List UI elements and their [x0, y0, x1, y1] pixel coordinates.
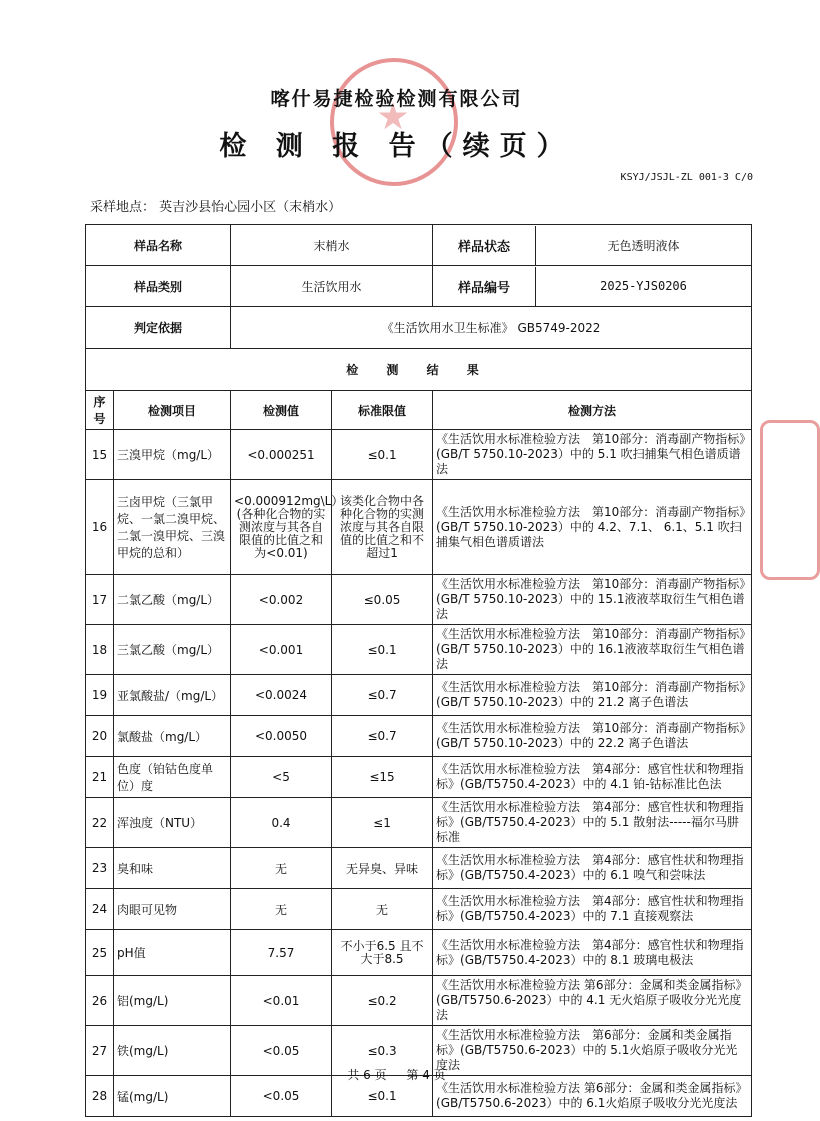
row-value: <0.002: [231, 575, 332, 625]
sample-type-value: 生活饮用水: [231, 266, 433, 307]
row-value: 7.57: [231, 930, 332, 976]
row-item: 肉眼可见物: [114, 889, 231, 930]
row-method: 《生活饮用水标准检验方法 第6部分：金属和类金属指标》(GB/T5750.6-2023）中的 6.1火焰原子吸收分光光度法: [433, 1076, 752, 1117]
row-limit: ≤15: [332, 757, 433, 798]
table-row: [86, 757, 752, 798]
sample-name-label: 样品名称: [86, 225, 231, 266]
page-footer: [0, 1066, 793, 1083]
row-value: <0.05: [231, 1076, 332, 1117]
row-value: <0.000251: [231, 430, 332, 480]
col-header-value: 检测值: [231, 391, 332, 430]
row-no: 16: [86, 480, 114, 575]
row-no: 21: [86, 757, 114, 798]
sample-no-label: 样品编号: [433, 267, 536, 306]
sampling-location: 采样地点： 英吉沙县怡心园小区（末梢水）: [90, 200, 342, 215]
col-header-no: 序号: [86, 391, 114, 430]
row-limit: 无异臭、异味: [332, 848, 433, 889]
row-no: 26: [86, 976, 114, 1026]
row-no: 27: [86, 1026, 114, 1076]
basis-label: 判定依据: [86, 307, 231, 349]
row-no: 25: [86, 930, 114, 976]
row-value: <0.000912mg\L）(各种化合物的实测浓度与其各自限值的比值之和为<0.01): [231, 480, 332, 575]
row-item: 三卤甲烷（三氯甲烷、一氯二溴甲烷、二氯一溴甲烷、三溴甲烷的总和）: [114, 480, 231, 575]
row-value: 无: [231, 889, 332, 930]
row-value: <0.0050: [231, 716, 332, 757]
sample-name-value: 末梢水: [231, 225, 433, 266]
row-item: 铁(mg/L): [114, 1026, 231, 1076]
row-method: 《生活饮用水标准检验方法 第10部分：消毒副产物指标》(GB/T 5750.10-2023）中的 15.1液液萃取衍生气相色谱法: [433, 575, 752, 625]
section-title: 检 测 结 果: [86, 349, 752, 391]
table-row: [86, 575, 752, 625]
row-item: 亚氯酸盐/（mg/L）: [114, 675, 231, 716]
row-limit: ≤0.1: [332, 625, 433, 675]
row-method: 《生活饮用水标准检验方法 第10部分：消毒副产物指标》(GB/T 5750.10-2023）中的 4.2、7.1、 6.1、5.1 吹扫捕集气相色谱质谱法: [433, 480, 752, 575]
table-row: [86, 798, 752, 848]
row-no: 19: [86, 675, 114, 716]
row-no: 23: [86, 848, 114, 889]
side-seal: [760, 420, 820, 580]
row-item: 臭和味: [114, 848, 231, 889]
row-item: 浑浊度（NTU）: [114, 798, 231, 848]
row-method: 《生活饮用水标准检验方法 第6部分：金属和类金属指标》(GB/T5750.6-2023）中的 5.1火焰原子吸收分光光度法: [433, 1026, 752, 1076]
row-limit: 该类化合物中各种化合物的实测浓度与其各自限值的比值之和不超过1: [332, 480, 433, 575]
table-row: [86, 480, 752, 575]
row-limit: 不小于6.5 且不大于8.5: [332, 930, 433, 976]
table-row: [86, 848, 752, 889]
row-value: <0.0024: [231, 675, 332, 716]
row-method: 《生活饮用水标准检验方法 第10部分：消毒副产物指标》(GB/T 5750.10-2023）中的 16.1液液萃取衍生气相色谱法: [433, 625, 752, 675]
row-method: 《生活饮用水标准检验方法 第4部分：感官性状和物理指标》(GB/T5750.4-2023）中的 6.1 嗅气和尝味法: [433, 848, 752, 889]
row-item: 铝(mg/L): [114, 976, 231, 1026]
row-item: 三溴甲烷（mg/L）: [114, 430, 231, 480]
table-row: [86, 976, 752, 1026]
row-method: 《生活饮用水标准检验方法 第4部分：感官性状和物理指标》(GB/T5750.4-2023）中的 5.1 散射法-----福尔马肼标准: [433, 798, 752, 848]
row-limit: ≤0.2: [332, 976, 433, 1026]
row-no: 20: [86, 716, 114, 757]
table-row: [86, 625, 752, 675]
row-limit: ≤1: [332, 798, 433, 848]
row-limit: ≤0.3: [332, 1026, 433, 1076]
page-current: 第 4 页: [406, 1068, 446, 1082]
row-method: 《生活饮用水标准检验方法 第4部分：感官性状和物理指标》(GB/T5750.4-2023）中的 8.1 玻璃电极法: [433, 930, 752, 976]
row-value: <0.001: [231, 625, 332, 675]
basis-value: 《生活饮用水卫生标准》 GB5749-2022: [231, 307, 752, 349]
company-name: 喀什易捷检验检测有限公司: [270, 88, 523, 110]
col-header-limit: 标准限值: [332, 391, 433, 430]
row-limit: ≤0.1: [332, 1076, 433, 1117]
row-item: pH值: [114, 930, 231, 976]
row-limit: ≤0.1: [332, 430, 433, 480]
row-item: 三氯乙酸（mg/L）: [114, 625, 231, 675]
row-method: 《生活饮用水标准检验方法 第4部分：感官性状和物理指标》(GB/T5750.4-2023）中的 4.1 铂-钴标准比色法: [433, 757, 752, 798]
table-row: [86, 675, 752, 716]
row-no: 22: [86, 798, 114, 848]
report-title: 检 测 报 告（续页）: [219, 131, 574, 162]
row-item: 氯酸盐（mg/L）: [114, 716, 231, 757]
page-total: 共 6 页: [347, 1068, 387, 1082]
table-row: [86, 930, 752, 976]
row-value: <0.05: [231, 1026, 332, 1076]
report-table: [85, 224, 752, 1117]
sample-state-value: 无色透明液体: [607, 238, 680, 253]
sample-state-label: 样品状态: [433, 226, 536, 265]
table-row: [86, 889, 752, 930]
row-no: 18: [86, 625, 114, 675]
row-limit: ≤0.7: [332, 716, 433, 757]
row-item: 色度（铂钴色度单位）度: [114, 757, 231, 798]
col-header-item: 检测项目: [114, 391, 231, 430]
row-limit: 无: [332, 889, 433, 930]
row-no: 28: [86, 1076, 114, 1117]
row-value: 无: [231, 848, 332, 889]
sample-type-label: 样品类别: [86, 266, 231, 307]
row-limit: ≤0.05: [332, 575, 433, 625]
row-method: 《生活饮用水标准检验方法 第4部分：感官性状和物理指标》(GB/T5750.4-2023）中的 7.1 直接观察法: [433, 889, 752, 930]
row-item: 锰(mg/L): [114, 1076, 231, 1117]
row-no: 17: [86, 575, 114, 625]
row-value: <0.01: [231, 976, 332, 1026]
row-method: 《生活饮用水标准检验方法 第6部分：金属和类金属指标》(GB/T5750.6-2023）中的 4.1 无火焰原子吸收分光光度法: [433, 976, 752, 1026]
company-seal: [330, 58, 458, 186]
row-no: 15: [86, 430, 114, 480]
row-item: 二氯乙酸（mg/L）: [114, 575, 231, 625]
document-code: KSYJ/JSJL-ZL 001-3 C/0: [620, 172, 753, 183]
row-method: 《生活饮用水标准检验方法 第10部分：消毒副产物指标》(GB/T 5750.10-2023）中的 5.1 吹扫捕集气相色谱质谱法: [433, 430, 752, 480]
col-header-method: 检测方法: [433, 391, 752, 430]
row-no: 24: [86, 889, 114, 930]
table-row: [86, 430, 752, 480]
row-value: 0.4: [231, 798, 332, 848]
row-method: 《生活饮用水标准检验方法 第10部分：消毒副产物指标》(GB/T 5750.10-2023）中的 22.2 离子色谱法: [433, 716, 752, 757]
sample-no-value: 2025-YJS0206: [600, 279, 687, 293]
table-row: [86, 716, 752, 757]
row-value: <5: [231, 757, 332, 798]
row-limit: ≤0.7: [332, 675, 433, 716]
row-method: 《生活饮用水标准检验方法 第10部分：消毒副产物指标》(GB/T 5750.10-2023）中的 21.2 离子色谱法: [433, 675, 752, 716]
